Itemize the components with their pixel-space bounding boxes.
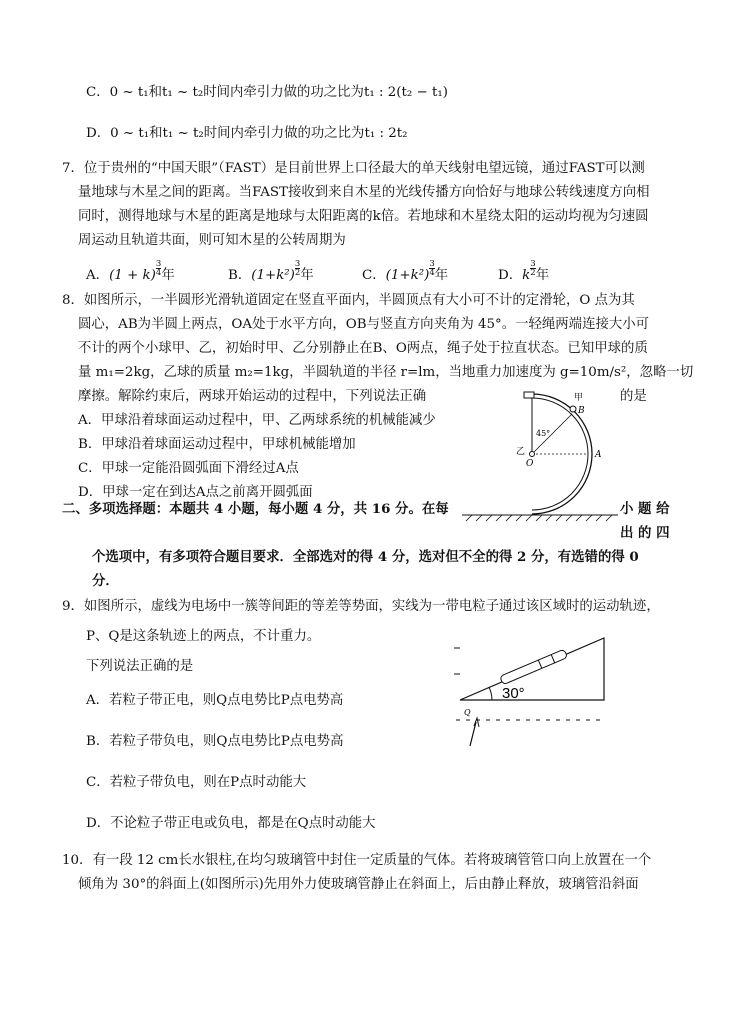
ball-jia xyxy=(570,406,576,412)
q9-incline-figure xyxy=(452,630,612,750)
q9-line-2: P、Q是这条轨迹上的两点，不计重力。 xyxy=(86,629,321,644)
section-2-line-1a: 二、多项选择题：本题共 4 小题，每小题 4 分，共 16 分。在每 xyxy=(62,501,449,517)
q6-option-d: D．0 ~ t₁和t₁ ~ t₂时间内牵引力做的功之比为t₁ : 2t₂ xyxy=(86,126,408,141)
exponent-fraction: $\frac{3}{4}$ xyxy=(429,259,435,278)
angle-arc xyxy=(489,687,492,700)
q7-option-d: D．k $\frac{3}{2}$ 年 xyxy=(498,259,550,283)
label-yi: 乙 xyxy=(516,447,526,457)
exponent-fraction: $\frac{3}{2}$ xyxy=(530,259,536,278)
q8-line-3: 不计的两个小球甲、乙，初始时甲、乙分别静止在B、O两点，绳子处于拉直状态。已知甲球的质 xyxy=(78,341,648,356)
q8-line-4: 量 m₁=2kg，乙球的质量 m₂=1kg，半圆轨道的半径 r=lm，当地重力加速度为 g=10m/s²，忽略一切 xyxy=(78,365,694,380)
ground-hatch xyxy=(466,515,612,521)
label-q: Q xyxy=(464,708,471,717)
q8-semicircle-track-figure xyxy=(460,382,620,522)
q7-line-3: 同时，测得地球与木星的距离是地球与太阳距离的k倍。若地球和木星绕太阳的运动均视为匀速圆 xyxy=(78,209,649,224)
label-30-degree: 30° xyxy=(502,685,525,702)
label-b: B xyxy=(578,406,585,416)
q9-option-c: C．若粒子带负电，则在P点时动能大 xyxy=(86,775,307,790)
ball-yi xyxy=(530,452,535,457)
q8-option-d: D．甲球一定在到达A点之前离开圆弧面 xyxy=(78,485,313,500)
label-angle: 45° xyxy=(536,429,551,438)
exponent-fraction: $\frac{3}{4}$ xyxy=(155,259,162,278)
pulley xyxy=(524,392,534,398)
q8-option-b: B．甲球沿着球面运动过程中，甲球机械能增加 xyxy=(78,437,356,452)
section-2-line-3: 个选项中，有多项符合题目要求．全部选对的得 4 分，选对但不全的得 2 分，有选错的得 0 xyxy=(92,549,639,565)
q10-line-1: 10．有一段 12 cm长水银柱,在均匀玻璃管中封住一定质量的气体。若将玻璃管管口向上放置在一个 xyxy=(62,853,652,868)
q8-line-5a: 摩擦。解除约束后，两球开始运动的过程中，下列说法正确 xyxy=(78,389,427,404)
exponent-fraction: $\frac{3}{2}$ xyxy=(294,259,301,278)
q6-option-c: C．0 ~ t₁和t₁ ~ t₂时间内牵引力做的功之比为t₁ : 2(t₂ − t₁) xyxy=(86,85,448,100)
q8-line-1: 8．如图所示，一半圆形光滑轨道固定在竖直平面内，半圆顶点有大小可不计的定滑轮，O 点为其 xyxy=(62,293,635,308)
label-o: O xyxy=(526,459,534,469)
trajectory xyxy=(470,722,476,746)
q8-option-c: C．甲球一定能沿圆弧面下滑经过A点 xyxy=(78,461,299,476)
section-2-line-1b: 小 题 给 xyxy=(620,501,670,517)
q9-line-3: 下列说法正确的是 xyxy=(86,659,194,674)
q8-line-5b: 的是 xyxy=(620,389,647,404)
q9-option-d: D．不论粒子带正电或负电，都是在Q点时动能大 xyxy=(86,816,376,831)
q7-line-4: 周运动且轨道共面，则可知木星的公转周期为 xyxy=(78,233,346,248)
q7-option-a: A．(1 + k) $\frac{3}{4}$ 年 xyxy=(86,259,175,283)
q7-option-b: B．(1+k²) $\frac{3}{2}$ 年 xyxy=(228,259,314,283)
section-2-line-4: 分． xyxy=(92,573,119,589)
q9-option-a: A．若粒子带正电，则Q点电势比P点电势高 xyxy=(86,693,344,708)
q7-line-1: 7．位于贵州的“中国天眼”（FAST）是目前世界上口径最大的单天线射电望远镜，通过FAST可以测 xyxy=(62,161,645,176)
section-2-line-2b: 出 的 四 xyxy=(620,525,670,541)
glass-tube xyxy=(500,649,568,685)
label-a: A xyxy=(595,450,602,460)
q9-option-b: B．若粒子带负电，则Q点电势比P点电势高 xyxy=(86,734,344,749)
q8-line-2: 圆心，AB为半圆上两点，OA处于水平方向，OB与竖直方向夹角为 45°。一轻绳两端连接大小可 xyxy=(78,317,650,332)
q8-option-a: A．甲球沿着球面运动过程中，甲、乙两球系统的机械能减少 xyxy=(78,413,436,428)
q7-line-2: 量地球与木星之间的距离。当FAST接收到来自木星的光线传播方向恰好与地球公转线速度方向相 xyxy=(78,185,650,200)
q9-line-1: 9．如图所示，虚线为电场中一簇等间距的等差等势面，实线为一带电粒子通过该区域时的运动轨迹， xyxy=(62,599,660,614)
q10-line-2: 倾角为 30°的斜面上(如图所示)先用外力使玻璃管静止在斜面上，后由静止释放，玻璃管沿斜面 xyxy=(78,877,639,892)
q7-option-c: C．(1+k²) $\frac{3}{4}$ 年 xyxy=(362,259,449,283)
label-jia: 甲 xyxy=(574,393,584,403)
